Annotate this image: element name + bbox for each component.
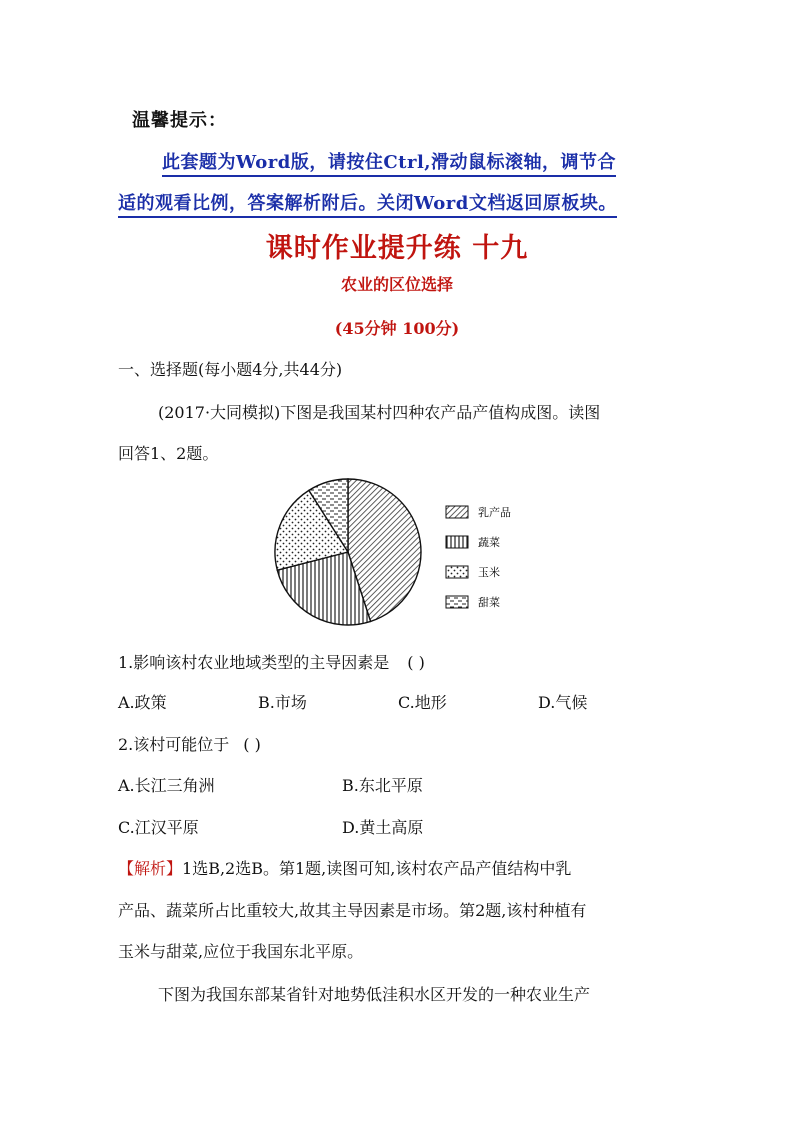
legend-label-1: 蔬菜 [478, 536, 500, 549]
analysis-line-2: 产品、蔬菜所占比重较大,故其主导因素是市场。第2题,该村种植有 [118, 901, 587, 920]
intro-line-1: (2017·大同模拟)下图是我国某村四种农产品产值构成图。读图 [158, 403, 601, 422]
question-2-stem: 2.该村可能位于 [118, 735, 230, 754]
legend-label-0: 乳产品 [478, 506, 511, 519]
question-2 [118, 732, 261, 755]
legend-swatch-0 [446, 506, 468, 518]
legend-swatch-3 [446, 596, 468, 608]
tip-line-2: 适的观看比例，答案解析附后。关闭Word文档返回原板块。 [118, 189, 617, 218]
tip-line-1: 此套题为Word版，请按住Ctrl,滑动鼠标滚轴，调节合 [162, 148, 616, 177]
page-subtitle: 农业的区位选择 [340, 275, 453, 294]
analysis-line-1 [118, 856, 571, 879]
q1-option-c: C.地形 [398, 693, 447, 712]
pie-chart [270, 470, 530, 635]
question-1-bracket: ( ) [407, 653, 425, 672]
question-1-stem: 1.影响该村农业地域类型的主导因素是 [118, 653, 390, 672]
q2-option-c: C.江汉平原 [118, 818, 199, 837]
analysis-text-1: 1选B,2选B。第1题,读图可知,该村农产品产值结构中乳 [182, 859, 572, 878]
q2-option-b: B.东北平原 [342, 776, 423, 795]
q2-option-a: A.长江三角洲 [118, 776, 215, 795]
analysis-line-3: 玉米与甜菜,应位于我国东北平原。 [118, 942, 364, 961]
q2-option-d: D.黄土高原 [342, 818, 424, 837]
tip-title: 温馨提示： [132, 110, 227, 131]
timing-info: (45分钟 100分) [334, 319, 460, 338]
intro-line-2: 回答1、2题。 [118, 444, 219, 463]
legend-swatch-2 [446, 566, 468, 578]
analysis-label: 【解析】 [118, 859, 183, 878]
legend-label-3: 甜菜 [478, 596, 500, 609]
page-title: 课时作业提升练 十九 [265, 233, 529, 264]
legend-label-2: 玉米 [478, 566, 500, 579]
question-1 [118, 650, 425, 673]
section-heading: 一、选择题(每小题4分,共44分) [118, 360, 343, 379]
question-2-bracket: ( ) [243, 735, 261, 754]
q1-option-b: B.市场 [258, 693, 307, 712]
next-question-intro: 下图为我国东部某省针对地势低洼积水区开发的一种农业生产 [158, 985, 591, 1004]
q1-option-d: D.气候 [538, 693, 588, 712]
legend-swatch-1 [446, 536, 468, 548]
q1-option-a: A.政策 [118, 693, 167, 712]
